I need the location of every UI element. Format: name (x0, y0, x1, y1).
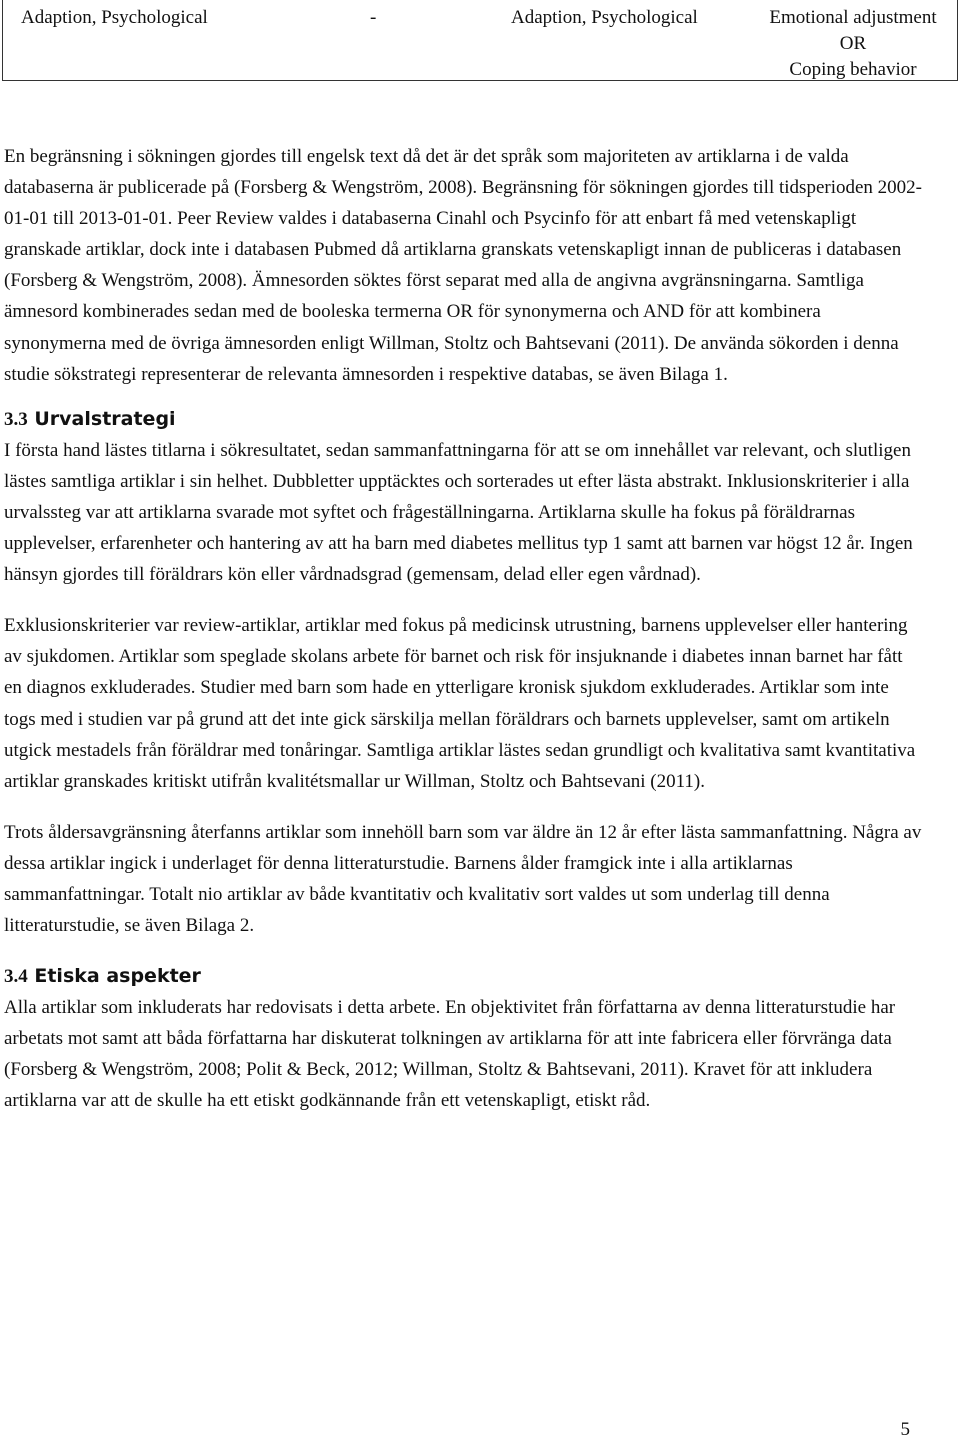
heading-number: 3.4 (4, 966, 28, 988)
table-cell-term-4-line-2: OR (839, 33, 867, 54)
heading-urvalstrategi (4, 404, 924, 435)
paragraph-ethics: Alla artiklar som inkluderats har redovisats i detta arbete. En objektivitet från författarna av denna litteraturstudie har arbetats mot samt att båda författarna har diskuterat tolkningen av artiklarna för att inte fabricera eller förvränga data (Forsberg & Wengström, 2008; Polit & Beck, 2012; Willman, Stoltz & Bahtsevani, 2011). Kravet för att inkludera artiklarna var att de skulle ha ett etiskt godkännande från ett vetenskapligt, etiskt råd. (4, 997, 896, 1112)
heading-etiska-aspekter (4, 961, 924, 992)
table-cell-term-3: Adaption, Psychological (511, 7, 698, 28)
search-terms-table-fragment (2, 0, 958, 81)
heading-title: Etiska aspekter (34, 965, 201, 988)
table-cell-term-4 (753, 5, 953, 83)
table-cell-term-4-line-3: Coping behavior (789, 59, 917, 80)
paragraph-exclusion-criteria: Exklusionskriterier var review-artiklar, artiklar med fokus på medicinsk utrustning, barnens upplevelser eller hantering av sjukdomen. Artiklar som speglade skolans arbete för barnet och risk för insjuknande i diabetes innan barnet har fått en diagnos exkluderades. Studier med barn som hade en ytterligare kronisk sjukdom exkluderades. Artiklar som inte togs med i studien var på grund att det inte gick särskilja mellan föräldrars och barnets upplevelser, samt om artikeln utgick mestadels från föräldrar med tonåringar. Samtliga artiklar lästes sedan grundligt och kvalitativa samt kvantitativa artiklar granskades kritiskt utifrån kvalitétsmallar ur Willman, Stoltz och Bahtsevani (2011). (4, 615, 916, 792)
paragraph-age-limits: Trots åldersavgränsning återfanns artiklar som innehöll barn som var äldre än 12 år efter lästa sammanfattning. Några av dessa artiklar ingick i underlaget för denna litteraturstudie. Barnens ålder framgick inte i alla artiklarnas sammanfattningar. Totalt nio artiklar av både kvantitativ och kvalitativ sort valdes ut som underlag till denna litteraturstudie, se även Bilaga 2. (4, 821, 922, 937)
paragraph-search-limits: En begränsning i sökningen gjordes till engelsk text då det är det språk som majoriteten av artiklarna i de valda databaserna är publicerade på (Forsberg & Wengström, 2008). Begränsning för sökningen gjordes till tidsperioden 2002-01-01 till 2013-01-01. Peer Review valdes i databaserna Cinahl och Psycinfo för att enbart få med vetenskapligt granskade artiklar, dock inte i databasen Pubmed då artiklarna granskats vetenskapligt innan de publiceras i databasen (Forsberg & Wengström, 2008). Ämnesorden söktes först separat med alla de angivna avgränsningarna. Samtliga ämnesord kombinerades sedan med de booleska termerna OR för synonymerna och AND för att kombinera synonymerna med de övriga ämnesorden enligt Willman, Stoltz och Bahtsevani (2011). De använda sökorden i denna studie sökstrategi representerar de relevanta ämnesorden i respektive databas, se även Bilaga 1. (4, 146, 922, 385)
paragraph-selection-strategy: I första hand lästes titlarna i sökresultatet, sedan sammanfattningarna för att se om innehållet var relevant, och slutligen lästes samtliga artiklar i sin helhet. Dubbletter upptäcktes och sorterades ut efter lästa abstrakt. Inklusionskriterier i alla urvalssteg var att artiklarna svarade mot syftet och frågeställningarna. Artiklarna skulle ha fokus på föräldrarnas upplevelser, erfarenheter och hantering av att ha barn med diabetes mellitus typ 1 samt att barnen var högst 12 år. Ingen hänsyn gjordes till föräldrars kön eller vårdnadsgrad (gemensam, delad eller egen vårdnad). (4, 439, 913, 586)
table-cell-term-2: - (370, 7, 377, 28)
body-text (4, 141, 924, 1117)
table-cell-term-4-line-1: Emotional adjustment (769, 7, 937, 28)
heading-number: 3.3 (4, 408, 28, 430)
page-number: 5 (900, 1419, 910, 1440)
table-cell-term-1: Adaption, Psychological (21, 7, 208, 28)
heading-title: Urvalstrategi (34, 407, 176, 430)
